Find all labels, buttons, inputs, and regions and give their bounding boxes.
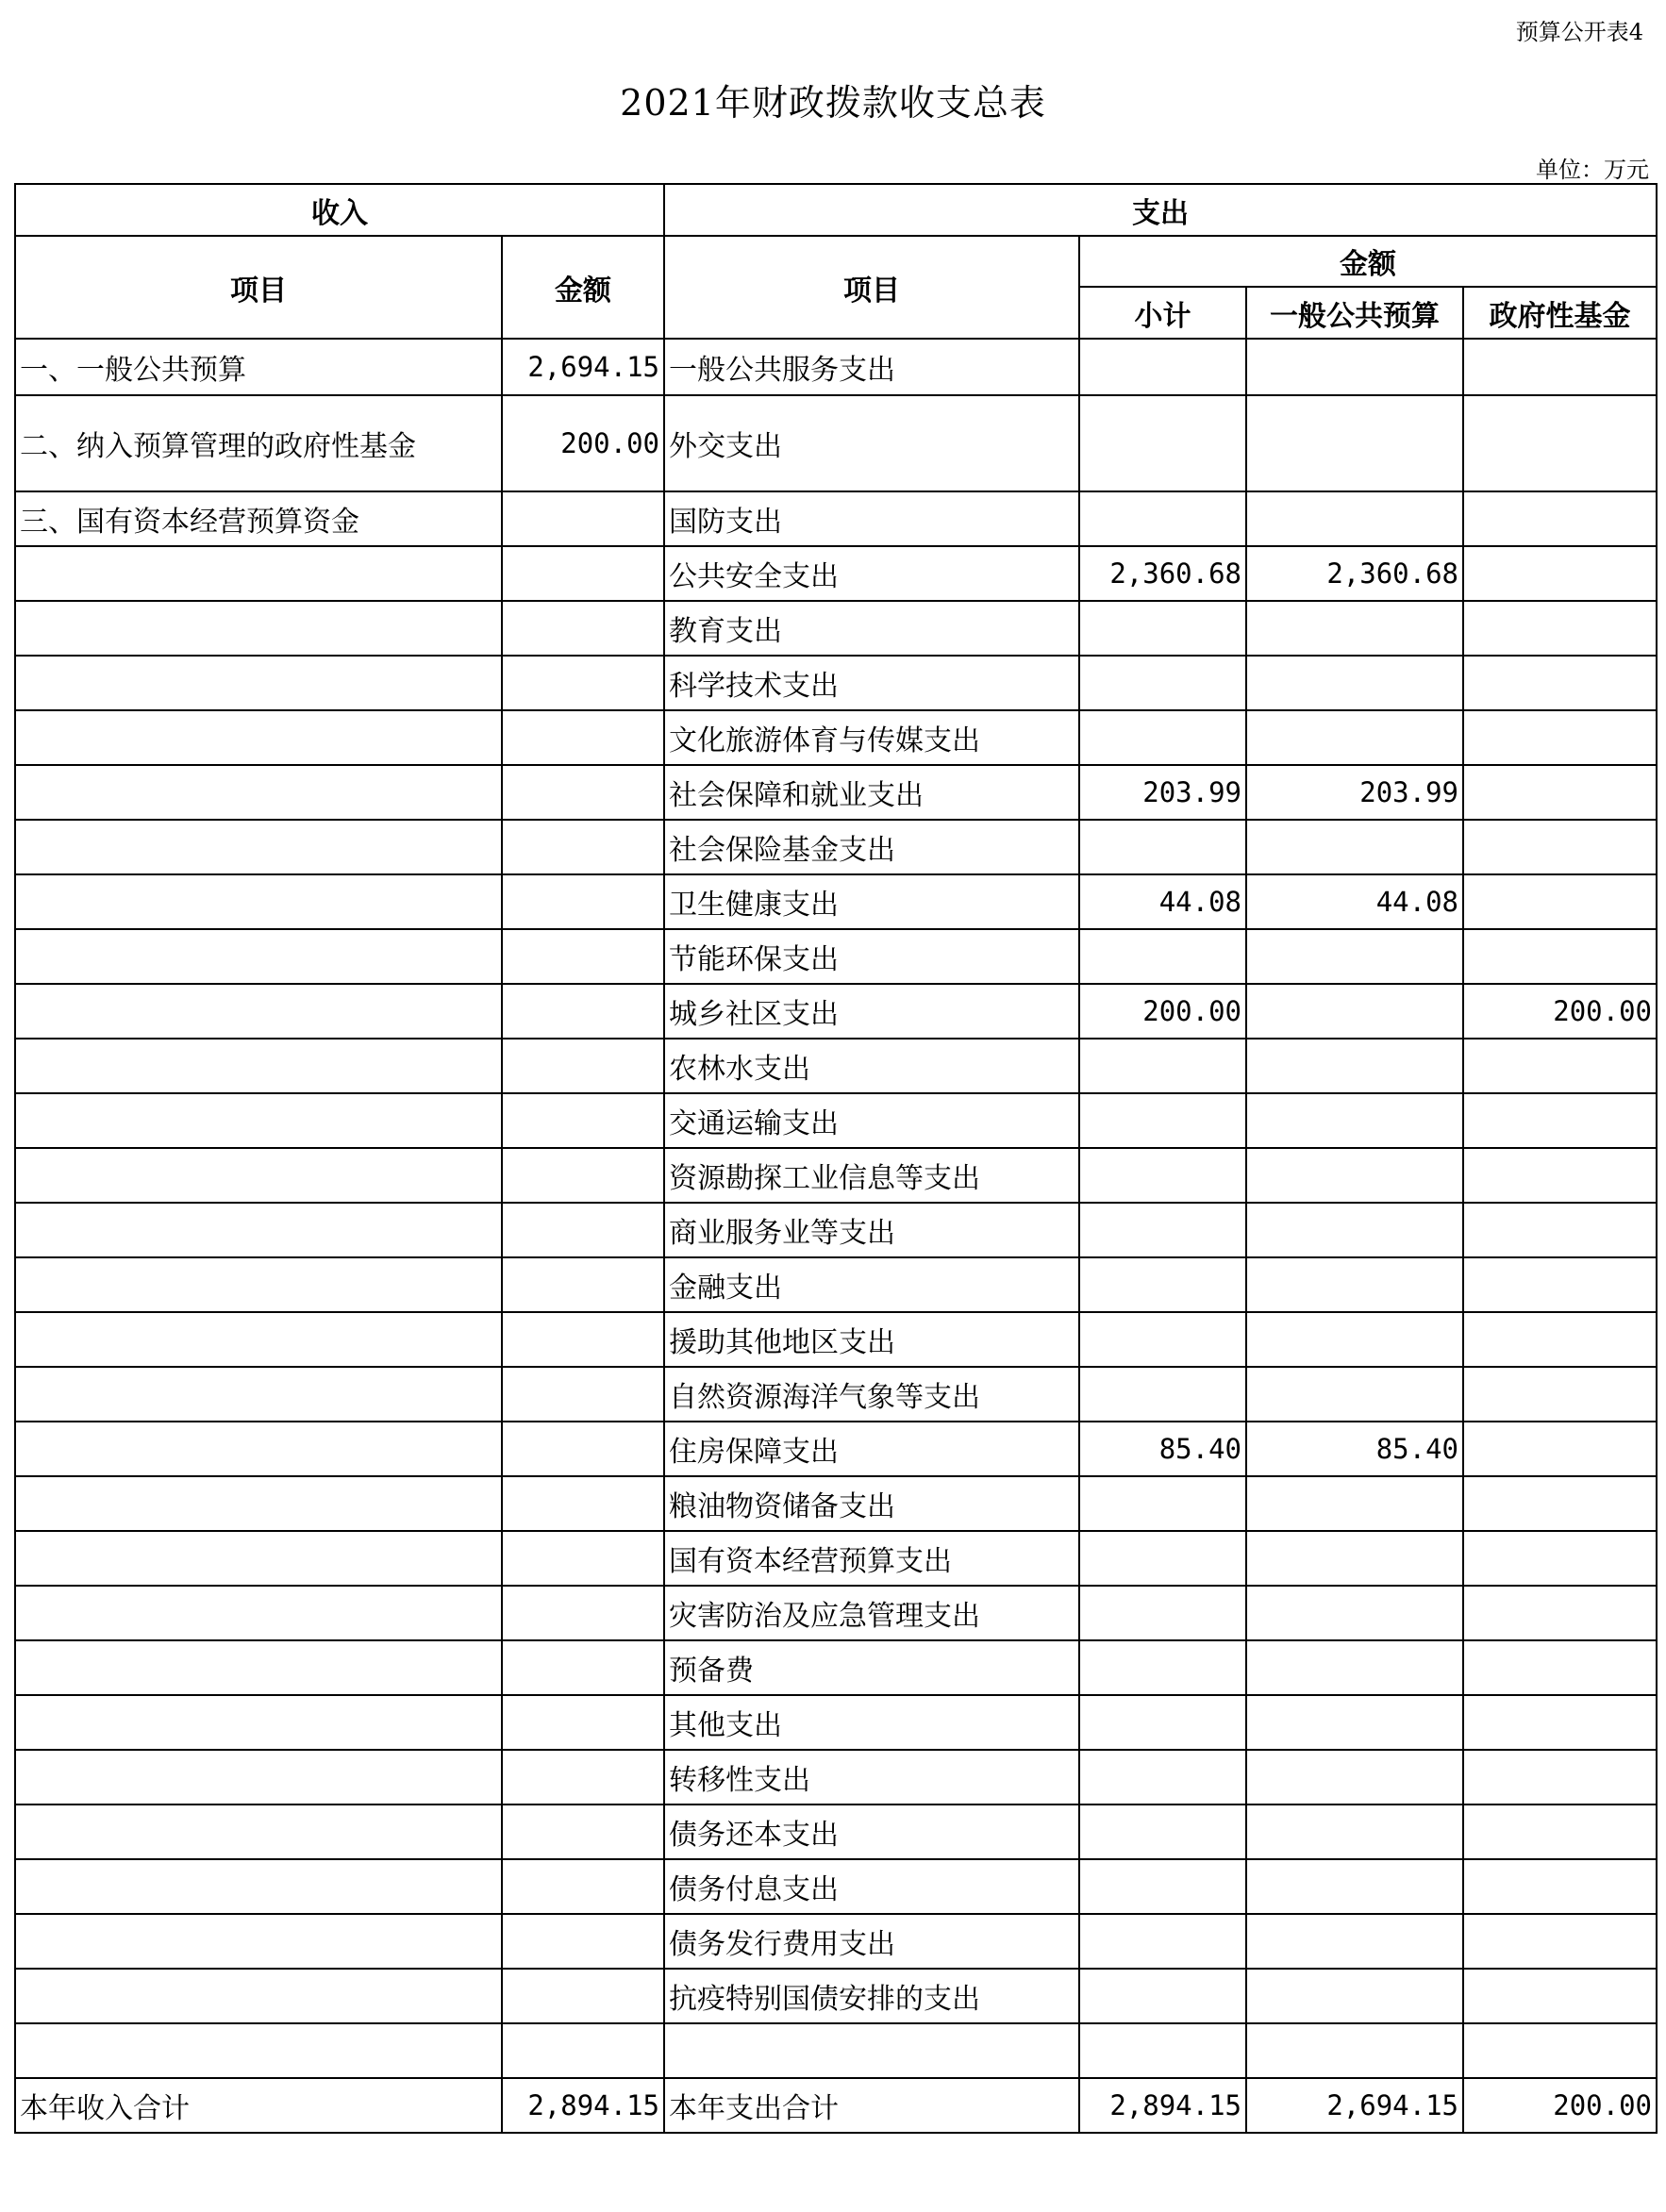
expense-item-cell: 城乡社区支出: [664, 984, 1079, 1039]
income-amount-cell: [502, 1422, 664, 1476]
gov-fund-cell: [1463, 1640, 1657, 1695]
gov-fund-header: 政府性基金: [1463, 287, 1657, 339]
general-budget-cell: [1246, 929, 1463, 984]
subtotal-cell: [1079, 710, 1246, 765]
gov-fund-cell: 200.00: [1463, 984, 1657, 1039]
total-general-budget-cell: 2,694.15: [1246, 2078, 1463, 2133]
header-row-2: [15, 236, 1657, 287]
expense-item-cell: 抗疫特别国债安排的支出: [664, 1969, 1079, 2023]
subtotal-cell: [1079, 929, 1246, 984]
income-item-cell: [15, 1148, 502, 1203]
gov-fund-cell: [1463, 1039, 1657, 1093]
table-row: [15, 765, 1657, 820]
total-row: [15, 2078, 1657, 2133]
income-item-cell: [15, 1367, 502, 1422]
expense-header: 支出: [664, 184, 1657, 236]
subtotal-cell: [1079, 1039, 1246, 1093]
income-item-cell: [15, 1312, 502, 1367]
table-row: [15, 656, 1657, 710]
expense-item-cell: 金融支出: [664, 1257, 1079, 1312]
subtotal-cell: [1079, 1859, 1246, 1914]
income-item-cell: [15, 1093, 502, 1148]
expense-item-cell: 一般公共服务支出: [664, 339, 1079, 395]
general-budget-cell: [1246, 1640, 1463, 1695]
table-row: [15, 1805, 1657, 1859]
income-item-cell: [15, 1531, 502, 1586]
table-row: [15, 1422, 1657, 1476]
general-budget-cell: [1246, 1148, 1463, 1203]
income-item-cell: [15, 1257, 502, 1312]
income-amount-cell: [502, 491, 664, 546]
gov-fund-cell: [1463, 1422, 1657, 1476]
unit-label: 单位：万元: [1536, 157, 1649, 183]
general-budget-cell: [1246, 1093, 1463, 1148]
income-item-header: 项目: [15, 236, 502, 339]
income-item-cell: [15, 874, 502, 929]
expense-item-cell: 商业服务业等支出: [664, 1203, 1079, 1257]
subtotal-cell: 44.08: [1079, 874, 1246, 929]
table-row: [15, 546, 1657, 601]
income-item-cell: 三、国有资本经营预算资金: [15, 491, 502, 546]
income-item-cell: [15, 710, 502, 765]
expense-item-cell: 债务还本支出: [664, 1805, 1079, 1859]
gov-fund-cell: [1463, 820, 1657, 874]
gov-fund-cell: [1463, 1203, 1657, 1257]
income-amount-cell: [502, 1367, 664, 1422]
subtotal-cell: [1079, 1914, 1246, 1969]
gov-fund-cell: [1463, 929, 1657, 984]
general-budget-cell: [1246, 491, 1463, 546]
header-row-1: [15, 184, 1657, 236]
gov-fund-cell: [1463, 1586, 1657, 1640]
general-budget-cell: [1246, 2023, 1463, 2078]
income-item-cell: [15, 546, 502, 601]
subtotal-cell: [1079, 1476, 1246, 1531]
gov-fund-cell: [1463, 1695, 1657, 1750]
income-amount-cell: 200.00: [502, 395, 664, 491]
subtotal-cell: [1079, 1969, 1246, 2023]
subtotal-cell: [1079, 2023, 1246, 2078]
income-amount-cell: [502, 1039, 664, 1093]
table-row: [15, 1148, 1657, 1203]
general-budget-cell: [1246, 395, 1463, 491]
total-income-amount-cell: 2,894.15: [502, 2078, 664, 2133]
income-item-cell: 二、纳入预算管理的政府性基金: [15, 395, 502, 491]
general-budget-cell: [1246, 1203, 1463, 1257]
gov-fund-cell: [1463, 1367, 1657, 1422]
subtotal-cell: [1079, 395, 1246, 491]
income-item-cell: [15, 1203, 502, 1257]
general-budget-cell: [1246, 339, 1463, 395]
general-budget-cell: [1246, 1695, 1463, 1750]
table-row: [15, 1476, 1657, 1531]
income-item-cell: [15, 1805, 502, 1859]
income-amount-cell: [502, 601, 664, 656]
general-budget-cell: [1246, 1750, 1463, 1805]
income-amount-cell: [502, 1859, 664, 1914]
subtotal-cell: 203.99: [1079, 765, 1246, 820]
income-amount-cell: [502, 984, 664, 1039]
general-budget-cell: [1246, 1805, 1463, 1859]
expense-item-cell: [664, 2023, 1079, 2078]
income-amount-cell: [502, 1531, 664, 1586]
gov-fund-cell: [1463, 1312, 1657, 1367]
income-amount-cell: [502, 1640, 664, 1695]
subtotal-cell: [1079, 339, 1246, 395]
expense-item-cell: 外交支出: [664, 395, 1079, 491]
income-amount-cell: [502, 1257, 664, 1312]
gov-fund-cell: [1463, 601, 1657, 656]
general-budget-header: 一般公共预算: [1246, 287, 1463, 339]
income-amount-cell: [502, 765, 664, 820]
subtotal-cell: [1079, 1805, 1246, 1859]
income-amount-cell: [502, 1476, 664, 1531]
gov-fund-cell: [1463, 1859, 1657, 1914]
expense-item-cell: 债务付息支出: [664, 1859, 1079, 1914]
income-item-cell: [15, 1039, 502, 1093]
gov-fund-cell: [1463, 874, 1657, 929]
table-row: [15, 1914, 1657, 1969]
general-budget-cell: [1246, 710, 1463, 765]
table-row: [15, 984, 1657, 1039]
income-item-cell: [15, 1914, 502, 1969]
expense-item-cell: 转移性支出: [664, 1750, 1079, 1805]
expense-item-cell: 科学技术支出: [664, 656, 1079, 710]
expense-item-header: 项目: [664, 236, 1079, 339]
expense-item-cell: 教育支出: [664, 601, 1079, 656]
general-budget-cell: [1246, 1312, 1463, 1367]
subtotal-cell: [1079, 491, 1246, 546]
expense-item-cell: 社会保障和就业支出: [664, 765, 1079, 820]
subtotal-cell: [1079, 656, 1246, 710]
income-amount-cell: [502, 874, 664, 929]
income-amount-cell: [502, 1695, 664, 1750]
income-amount-cell: [502, 1586, 664, 1640]
income-amount-cell: [502, 710, 664, 765]
expense-item-cell: 交通运输支出: [664, 1093, 1079, 1148]
general-budget-cell: [1246, 1476, 1463, 1531]
total-gov-fund-cell: 200.00: [1463, 2078, 1657, 2133]
gov-fund-cell: [1463, 1093, 1657, 1148]
subtotal-cell: [1079, 1586, 1246, 1640]
gov-fund-cell: [1463, 1750, 1657, 1805]
table-row: [15, 1586, 1657, 1640]
subtotal-cell: [1079, 1367, 1246, 1422]
income-item-cell: [15, 1422, 502, 1476]
income-item-cell: [15, 820, 502, 874]
expense-item-cell: 援助其他地区支出: [664, 1312, 1079, 1367]
expense-item-cell: 社会保险基金支出: [664, 820, 1079, 874]
table-row: [15, 1969, 1657, 2023]
expense-item-cell: 国有资本经营预算支出: [664, 1531, 1079, 1586]
general-budget-cell: [1246, 1586, 1463, 1640]
budget-table: [14, 183, 1658, 2134]
general-budget-cell: [1246, 656, 1463, 710]
expense-item-cell: 卫生健康支出: [664, 874, 1079, 929]
income-item-cell: 一、一般公共预算: [15, 339, 502, 395]
table-row: [15, 1093, 1657, 1148]
table-row: [15, 1859, 1657, 1914]
general-budget-cell: 44.08: [1246, 874, 1463, 929]
income-item-cell: [15, 1476, 502, 1531]
income-amount-cell: [502, 1148, 664, 1203]
expense-item-cell: 公共安全支出: [664, 546, 1079, 601]
table-row: [15, 2023, 1657, 2078]
income-amount-cell: [502, 1750, 664, 1805]
subtotal-header: 小计: [1079, 287, 1246, 339]
subtotal-cell: [1079, 1531, 1246, 1586]
general-budget-cell: [1246, 820, 1463, 874]
income-amount-cell: [502, 656, 664, 710]
general-budget-cell: [1246, 1367, 1463, 1422]
expense-item-cell: 其他支出: [664, 1695, 1079, 1750]
income-amount-cell: [502, 1914, 664, 1969]
income-item-cell: [15, 984, 502, 1039]
table-row: [15, 1750, 1657, 1805]
expense-item-cell: 灾害防治及应急管理支出: [664, 1586, 1079, 1640]
gov-fund-cell: [1463, 2023, 1657, 2078]
income-amount-cell: [502, 1969, 664, 2023]
page-title: 2021年财政拨款收支总表: [620, 82, 1046, 124]
form-number: 预算公开表4: [1515, 19, 1643, 45]
expense-item-cell: 住房保障支出: [664, 1422, 1079, 1476]
expense-item-cell: 债务发行费用支出: [664, 1914, 1079, 1969]
income-item-cell: [15, 1750, 502, 1805]
table-row: [15, 929, 1657, 984]
subtotal-cell: [1079, 601, 1246, 656]
table-row: [15, 1640, 1657, 1695]
gov-fund-cell: [1463, 1476, 1657, 1531]
expense-item-cell: 粮油物资储备支出: [664, 1476, 1079, 1531]
table-row: [15, 601, 1657, 656]
income-amount-cell: [502, 1203, 664, 1257]
income-item-cell: [15, 1859, 502, 1914]
income-amount-cell: [502, 2023, 664, 2078]
gov-fund-cell: [1463, 546, 1657, 601]
general-budget-cell: [1246, 1531, 1463, 1586]
expense-item-cell: 自然资源海洋气象等支出: [664, 1367, 1079, 1422]
general-budget-cell: [1246, 1257, 1463, 1312]
general-budget-cell: [1246, 601, 1463, 656]
expense-item-cell: 资源勘探工业信息等支出: [664, 1148, 1079, 1203]
general-budget-cell: [1246, 1969, 1463, 2023]
general-budget-cell: 85.40: [1246, 1422, 1463, 1476]
income-amount-cell: [502, 1093, 664, 1148]
expense-item-cell: 农林水支出: [664, 1039, 1079, 1093]
table-row: [15, 1203, 1657, 1257]
gov-fund-cell: [1463, 710, 1657, 765]
gov-fund-cell: [1463, 1969, 1657, 2023]
subtotal-cell: [1079, 1640, 1246, 1695]
table-row: [15, 491, 1657, 546]
income-item-cell: [15, 929, 502, 984]
table-row: [15, 1257, 1657, 1312]
income-item-cell: [15, 1586, 502, 1640]
table-row: [15, 1367, 1657, 1422]
table-row: [15, 820, 1657, 874]
expense-item-cell: 节能环保支出: [664, 929, 1079, 984]
subtotal-cell: [1079, 1312, 1246, 1367]
expense-item-cell: 国防支出: [664, 491, 1079, 546]
income-item-cell: [15, 656, 502, 710]
expense-item-cell: 文化旅游体育与传媒支出: [664, 710, 1079, 765]
gov-fund-cell: [1463, 1531, 1657, 1586]
subtotal-cell: 2,360.68: [1079, 546, 1246, 601]
table-row: [15, 1531, 1657, 1586]
general-budget-cell: [1246, 1859, 1463, 1914]
subtotal-cell: [1079, 1750, 1246, 1805]
income-item-cell: [15, 601, 502, 656]
income-item-cell: [15, 1695, 502, 1750]
gov-fund-cell: [1463, 1914, 1657, 1969]
income-amount-cell: [502, 1312, 664, 1367]
gov-fund-cell: [1463, 656, 1657, 710]
total-subtotal-cell: 2,894.15: [1079, 2078, 1246, 2133]
gov-fund-cell: [1463, 339, 1657, 395]
income-item-cell: [15, 2023, 502, 2078]
subtotal-cell: [1079, 1203, 1246, 1257]
table-row: [15, 1312, 1657, 1367]
gov-fund-cell: [1463, 765, 1657, 820]
table-row: [15, 874, 1657, 929]
table-row: [15, 1039, 1657, 1093]
subtotal-cell: [1079, 820, 1246, 874]
income-header: 收入: [15, 184, 664, 236]
income-amount-cell: [502, 820, 664, 874]
general-budget-cell: 2,360.68: [1246, 546, 1463, 601]
income-amount-cell: 2,694.15: [502, 339, 664, 395]
subtotal-cell: 200.00: [1079, 984, 1246, 1039]
income-amount-header: 金额: [502, 236, 664, 339]
expense-amount-header: 金额: [1079, 236, 1657, 287]
income-item-cell: [15, 765, 502, 820]
subtotal-cell: [1079, 1257, 1246, 1312]
subtotal-cell: [1079, 1093, 1246, 1148]
gov-fund-cell: [1463, 491, 1657, 546]
table-row: [15, 1695, 1657, 1750]
table-row: [15, 710, 1657, 765]
gov-fund-cell: [1463, 1257, 1657, 1312]
expense-item-cell: 预备费: [664, 1640, 1079, 1695]
subtotal-cell: [1079, 1148, 1246, 1203]
income-amount-cell: [502, 546, 664, 601]
general-budget-cell: [1246, 984, 1463, 1039]
income-item-cell: [15, 1969, 502, 2023]
subtotal-cell: [1079, 1695, 1246, 1750]
income-amount-cell: [502, 1805, 664, 1859]
total-income-item-cell: 本年收入合计: [15, 2078, 502, 2133]
income-item-cell: [15, 1640, 502, 1695]
income-amount-cell: [502, 929, 664, 984]
general-budget-cell: [1246, 1914, 1463, 1969]
gov-fund-cell: [1463, 1148, 1657, 1203]
gov-fund-cell: [1463, 395, 1657, 491]
subtotal-cell: 85.40: [1079, 1422, 1246, 1476]
general-budget-cell: 203.99: [1246, 765, 1463, 820]
table-row: [15, 395, 1657, 491]
general-budget-cell: [1246, 1039, 1463, 1093]
table-row: [15, 339, 1657, 395]
total-expense-item-cell: 本年支出合计: [664, 2078, 1079, 2133]
gov-fund-cell: [1463, 1805, 1657, 1859]
